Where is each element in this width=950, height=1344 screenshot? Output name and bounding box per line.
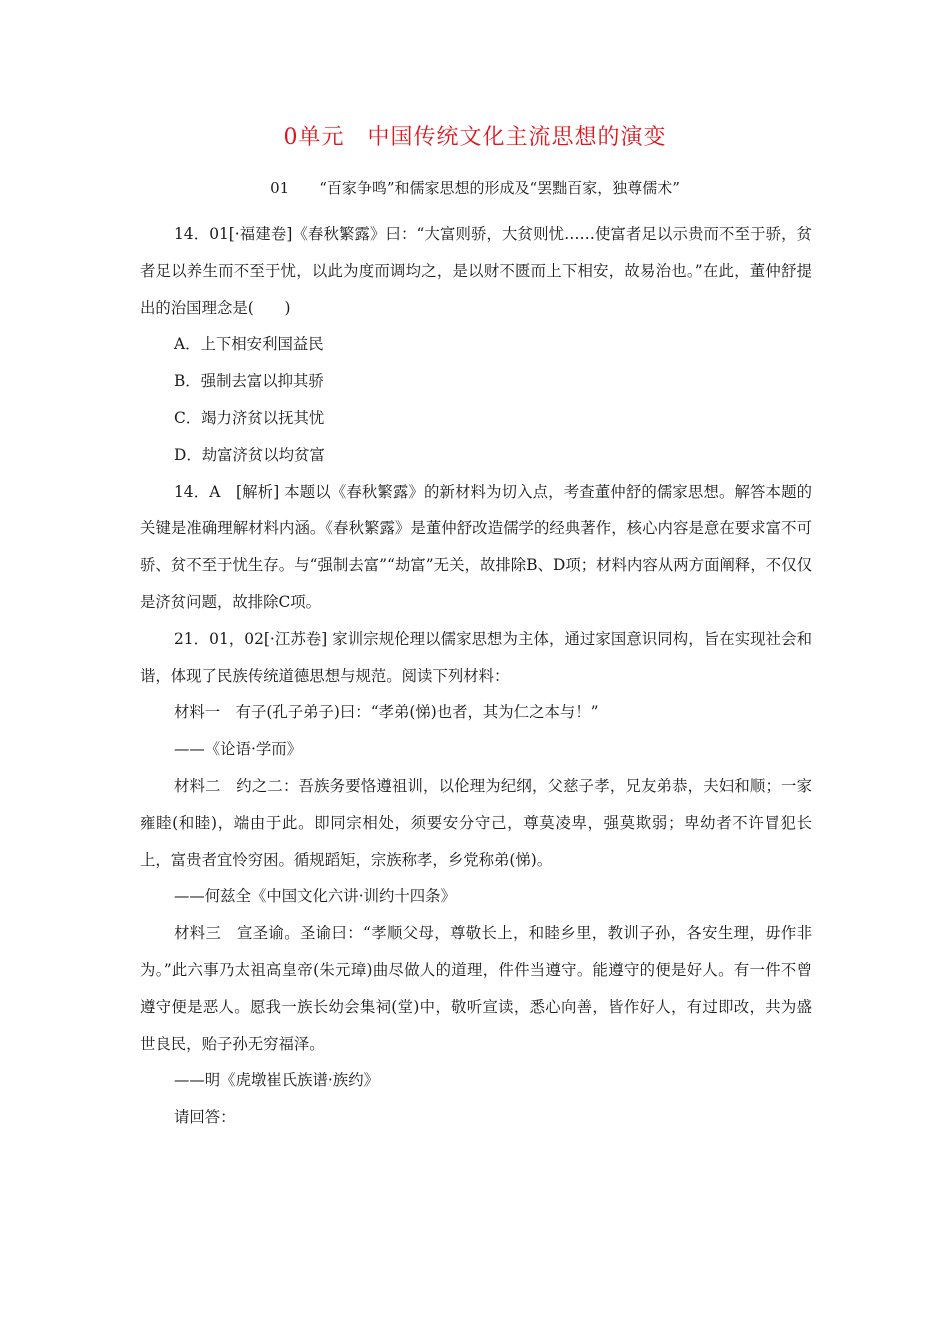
question-prompt: 请回答： [174, 1108, 236, 1127]
question-14-option-b: B．强制去富以抑其骄 [174, 372, 324, 391]
question-14-option-c: C．竭力济贫以抚其忧 [174, 408, 325, 427]
material-3-source: ——明《虎墩崔氏族谱·族约》 [174, 1071, 379, 1090]
material-3: 材料三 宣圣谕。圣谕曰：“孝顺父母，尊敬长上，和睦乡里，教训子孙，各安生理，毋作非为。”此六事乃太祖高皇帝(朱元璋)曲尽做人的道理，件件当遵守。能遵守的便是好人。有一件不曾遵守便是恶人。愿我一族长幼会集祠(堂)中，敬听宣读，悉心向善，皆作好人，有过即改，共为盛世良民，贻子孙无穷福泽。 [140, 924, 812, 1053]
question-21-stem: 21．01，02[·江苏卷] 家训宗规伦理以儒家思想为主体，通过家国意识同构，旨在实现社会和谐，体现了民族传统道德思想与规范。阅读下列材料： [140, 629, 812, 685]
material-1: 材料一 有子(孔子弟子)曰：“孝弟(悌)也者，其为仁之本与！” [174, 703, 599, 722]
material-1-source: ——《论语·学而》 [174, 740, 303, 759]
question-14-option-d: D．劫富济贫以均贫富 [174, 445, 325, 464]
question-14-stem: 14．01[·福建卷]《春秋繁露》曰：“大富则骄，大贫则忧……使富者足以示贵而不至于骄，贫者足以养生而不至于忧，以此为度而调均之，是以财不匮而上下相安，故易治也。”在此，董仲舒提出的治国理念是( ) [140, 225, 812, 317]
document-body [140, 216, 812, 1136]
material-2: 材料二 约之二：吾族务要恪遵祖训，以伦理为纪纲，父慈子孝，兄友弟恭，夫妇和顺；一家雍睦(和睦)，端由于此。即同宗相处，须要安分守己，尊莫凌卑，强莫欺弱；卑幼者不许冒犯长上，富贵者宜怜穷困。循规蹈矩，宗族称孝，乡党称弟(悌)。 [140, 776, 812, 869]
section-subtitle: 01 “百家争鸣”和儒家思想的形成及“罢黜百家，独尊儒术” [270, 179, 680, 197]
material-2-source: ——何兹全《中国文化六讲·训约十四条》 [174, 887, 456, 906]
question-14-option-a: A．上下相安利国益民 [174, 335, 324, 354]
question-14-answer-analysis: 14．A [解析] 本题以《春秋繁露》的新材料为切入点，考查董仲舒的儒家思想。解答本题的关键是准确理解材料内涵。《春秋繁露》是董仲舒改造儒学的经典著作，核心内容是意在要求富不可骄、贫不至于忧生存。与“强制去富”“劫富”无关，故排除B、D项；材料内容从两方面阐释，不仅仅是济贫问题，故排除C项。 [140, 482, 812, 611]
unit-title: 0单元 中国传统文化主流思想的演变 [283, 125, 667, 150]
